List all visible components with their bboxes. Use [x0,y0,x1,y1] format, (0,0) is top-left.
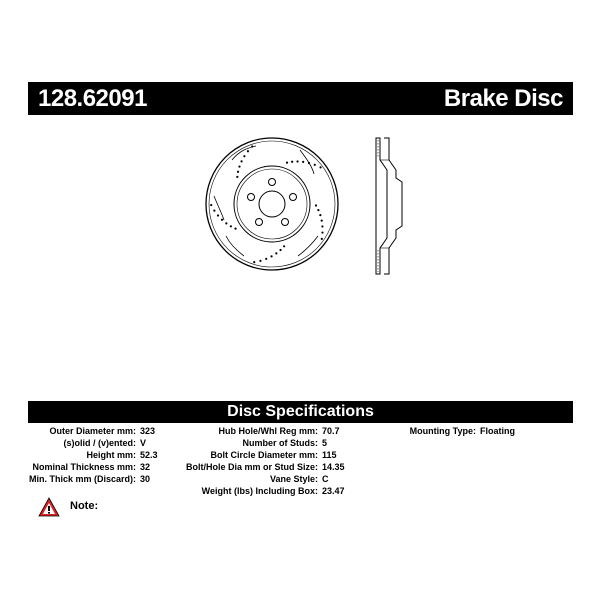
drill-hole [291,161,293,163]
drill-hole [243,155,245,157]
spec-row [180,449,380,461]
spec-label: Min. Thick mm (Discard): [28,474,136,484]
drill-hole [213,209,215,211]
spec-label: Bolt/Hole Dia mm or Stud Size: [185,462,318,472]
drill-hole [317,209,319,211]
part-number: 128.62091 [38,85,147,112]
drill-hole [279,249,281,251]
drill-hole [275,252,277,254]
spec-label: Hub Hole/Whl Reg mm: [218,426,318,436]
spec-value: 23.47 [322,486,345,496]
drill-hole [240,160,242,162]
spec-label: Weight (lbs) Including Box: [201,486,318,496]
drill-hole [259,260,261,262]
drill-hole [321,238,323,240]
spec-row [28,425,188,437]
note [38,497,118,519]
drill-hole [319,214,321,216]
spec-label: Outer Diameter mm: [49,426,136,436]
drill-hole [236,176,238,178]
drill-hole [238,165,240,167]
spec-row [380,425,560,437]
drill-hole [230,225,232,227]
drill-hole [296,160,298,162]
specs-column-2 [180,425,380,497]
drill-hole [221,219,223,221]
drill-hole [286,162,288,164]
spec-value: C [322,474,329,484]
drill-hole [265,258,267,260]
warning-triangle-icon [38,497,60,517]
drill-hole [314,164,316,166]
drill-hole [308,162,310,164]
spec-value: Floating [480,426,515,436]
drill-hole [251,145,253,147]
spec-label: (s)olid / (v)ented: [63,438,136,448]
spec-value: V [140,438,147,448]
spec-label: Number of Studs: [242,438,318,448]
drill-hole [283,245,285,247]
drill-hole [315,204,317,206]
spec-row [180,437,380,449]
spec-row [28,461,188,473]
drill-hole [321,231,323,233]
drill-hole [319,166,321,168]
drill-hole [270,255,272,257]
spec-label: Height mm: [86,450,136,460]
specs-column-3 [380,425,560,437]
spec-label: Vane Style: [269,474,318,484]
product-title: Brake Disc [443,85,563,112]
specs-title-bar: Disc Specifications [28,401,573,423]
spec-row [28,437,188,449]
drill-hole [247,150,249,152]
spec-row [180,461,380,473]
drill-hole [321,220,323,222]
disc-front-view [206,138,338,270]
drill-hole [217,214,219,216]
spec-label: Nominal Thickness mm: [32,462,136,472]
drill-hole [321,225,323,227]
spec-label: Mounting Type: [409,426,476,436]
note-label: Note: [70,500,99,512]
spec-row [180,485,380,497]
drill-hole [237,171,239,173]
spec-row [28,473,188,485]
specs-column-1 [28,425,188,485]
spec-row [180,473,380,485]
spec-value: 52.3 [140,450,158,460]
spec-value: 115 [322,450,337,460]
drill-hole [302,161,304,163]
spec-row [180,425,380,437]
spec-value: 323 [140,426,156,436]
spec-label: Bolt Circle Diameter mm: [210,450,318,460]
drill-hole [234,228,236,230]
drill-holes [210,145,323,263]
drill-hole [225,222,227,224]
spec-row [28,449,188,461]
spec-value: 30 [140,474,151,484]
spec-value: 70.7 [322,426,340,436]
spec-value: 5 [322,438,328,448]
drill-hole [253,261,255,263]
spec-value: 14.35 [322,462,345,472]
drill-hole [210,204,212,206]
disc-side-view [376,138,402,274]
spec-value: 32 [140,462,151,472]
